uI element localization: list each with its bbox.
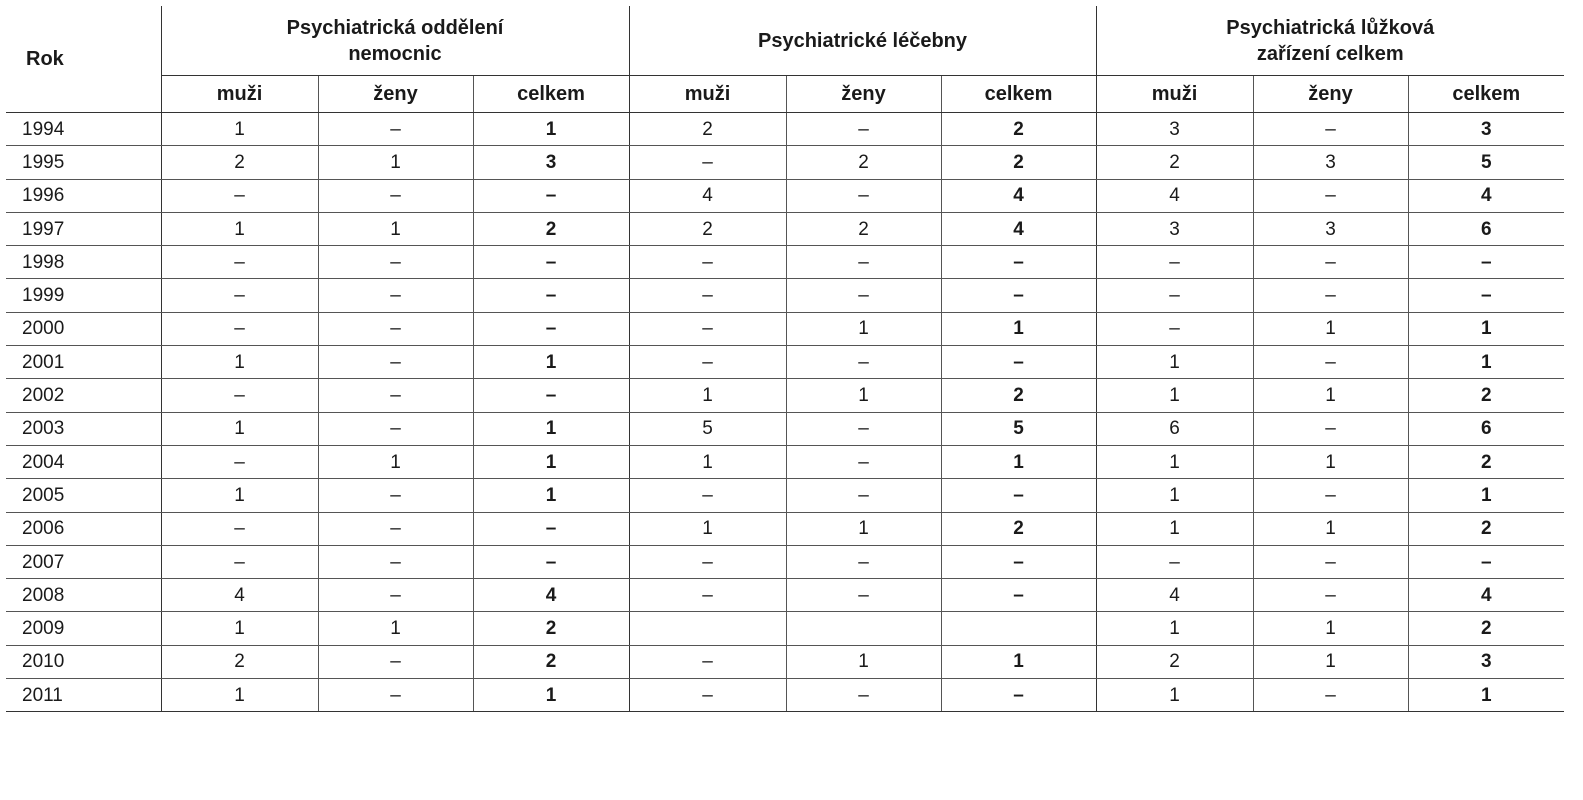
cell-inpatient-total-women: – [1253, 246, 1408, 279]
cell-inpatient-total-total: 4 [1408, 179, 1564, 212]
subheader-men: muži [1096, 76, 1253, 113]
year-cell: 1997 [6, 212, 161, 245]
cell-psychiatric-hospitals-total: 2 [941, 379, 1096, 412]
table-row [6, 279, 1564, 312]
cell-hospital-wards-women: 1 [318, 212, 473, 245]
cell-inpatient-total-women: – [1253, 545, 1408, 578]
cell-hospital-wards-total: 1 [473, 412, 629, 445]
cell-psychiatric-hospitals-women: – [786, 479, 941, 512]
year-cell: 2006 [6, 512, 161, 545]
cell-psychiatric-hospitals-men: – [629, 479, 786, 512]
cell-hospital-wards-men: – [161, 379, 318, 412]
cell-inpatient-total-men: 6 [1096, 412, 1253, 445]
cell-hospital-wards-total: 1 [473, 479, 629, 512]
cell-inpatient-total-women: – [1253, 279, 1408, 312]
cell-inpatient-total-total: 1 [1408, 479, 1564, 512]
cell-hospital-wards-total: 2 [473, 612, 629, 645]
cell-hospital-wards-women: – [318, 679, 473, 712]
cell-psychiatric-hospitals-total: – [941, 246, 1096, 279]
table-row [6, 412, 1564, 445]
cell-inpatient-total-men: – [1096, 545, 1253, 578]
cell-inpatient-total-total: 3 [1408, 113, 1564, 146]
year-cell: 2011 [6, 679, 161, 712]
cell-inpatient-total-total: 2 [1408, 512, 1564, 545]
cell-inpatient-total-women: 1 [1253, 512, 1408, 545]
psychiatric-data-table [6, 6, 1564, 712]
table-row [6, 312, 1564, 345]
cell-hospital-wards-women: – [318, 579, 473, 612]
cell-hospital-wards-total: 2 [473, 212, 629, 245]
cell-psychiatric-hospitals-women: – [786, 246, 941, 279]
table-row [6, 445, 1564, 478]
table-row [6, 579, 1564, 612]
cell-hospital-wards-women: 1 [318, 445, 473, 478]
cell-psychiatric-hospitals-total [941, 612, 1096, 645]
year-cell: 2000 [6, 312, 161, 345]
table-row [6, 545, 1564, 578]
cell-hospital-wards-total: – [473, 246, 629, 279]
cell-inpatient-total-total: – [1408, 545, 1564, 578]
cell-psychiatric-hospitals-men: – [629, 146, 786, 179]
table-row [6, 246, 1564, 279]
cell-inpatient-total-total: 5 [1408, 146, 1564, 179]
cell-psychiatric-hospitals-women: – [786, 346, 941, 379]
table-body [6, 113, 1564, 712]
cell-inpatient-total-men: 4 [1096, 179, 1253, 212]
cell-hospital-wards-total: 4 [473, 579, 629, 612]
cell-psychiatric-hospitals-men: 2 [629, 212, 786, 245]
cell-psychiatric-hospitals-total: – [941, 479, 1096, 512]
table-row [6, 645, 1564, 678]
cell-psychiatric-hospitals-men: – [629, 579, 786, 612]
group-header-hospital-wards-line1: Psychiatrická oddělení [286, 16, 504, 39]
cell-psychiatric-hospitals-total: 4 [941, 212, 1096, 245]
table-row [6, 679, 1564, 712]
cell-psychiatric-hospitals-total: 2 [941, 512, 1096, 545]
year-cell: 1995 [6, 146, 161, 179]
subheader-women: ženy [318, 76, 473, 113]
cell-inpatient-total-men: 1 [1096, 512, 1253, 545]
cell-hospital-wards-women: – [318, 312, 473, 345]
subheader-men: muži [161, 76, 318, 113]
subheader-total: celkem [1408, 76, 1564, 113]
cell-inpatient-total-women: – [1253, 113, 1408, 146]
cell-hospital-wards-men: 1 [161, 412, 318, 445]
table-row [6, 512, 1564, 545]
cell-hospital-wards-women: – [318, 479, 473, 512]
cell-inpatient-total-total: 1 [1408, 312, 1564, 345]
cell-psychiatric-hospitals-men: – [629, 545, 786, 578]
cell-hospital-wards-total: – [473, 312, 629, 345]
year-cell: 1998 [6, 246, 161, 279]
cell-psychiatric-hospitals-men: 2 [629, 113, 786, 146]
cell-inpatient-total-men: – [1096, 246, 1253, 279]
cell-inpatient-total-total: – [1408, 279, 1564, 312]
cell-inpatient-total-men: 1 [1096, 379, 1253, 412]
group-header-inpatient-total-line1: Psychiatrická lůžková [1226, 16, 1435, 39]
year-cell: 2004 [6, 445, 161, 478]
table-row [6, 612, 1564, 645]
cell-psychiatric-hospitals-women: 2 [786, 212, 941, 245]
cell-inpatient-total-men: 3 [1096, 113, 1253, 146]
year-cell: 2002 [6, 379, 161, 412]
year-cell: 2008 [6, 579, 161, 612]
cell-hospital-wards-men: – [161, 279, 318, 312]
cell-psychiatric-hospitals-men [629, 612, 786, 645]
group-header-inpatient-facilities-total [1096, 6, 1564, 76]
group-header-psychiatric-hospitals-line1: Psychiatrické léčebny [757, 29, 967, 52]
table-header [6, 6, 1564, 113]
cell-psychiatric-hospitals-total: – [941, 279, 1096, 312]
cell-hospital-wards-women: – [318, 545, 473, 578]
cell-inpatient-total-women: 1 [1253, 379, 1408, 412]
cell-hospital-wards-men: 2 [161, 645, 318, 678]
cell-psychiatric-hospitals-women: 1 [786, 645, 941, 678]
cell-psychiatric-hospitals-men: – [629, 246, 786, 279]
cell-inpatient-total-women: – [1253, 679, 1408, 712]
cell-psychiatric-hospitals-total: – [941, 346, 1096, 379]
subheader-women: ženy [1253, 76, 1408, 113]
cell-hospital-wards-total: 1 [473, 679, 629, 712]
cell-hospital-wards-men: 1 [161, 212, 318, 245]
cell-hospital-wards-men: – [161, 179, 318, 212]
cell-psychiatric-hospitals-men: – [629, 312, 786, 345]
cell-inpatient-total-total: 2 [1408, 445, 1564, 478]
cell-hospital-wards-women: 1 [318, 612, 473, 645]
cell-hospital-wards-women: – [318, 412, 473, 445]
group-header-hospital-wards [161, 6, 629, 76]
cell-hospital-wards-men: 1 [161, 612, 318, 645]
cell-hospital-wards-men: 1 [161, 679, 318, 712]
cell-hospital-wards-women: 1 [318, 146, 473, 179]
cell-inpatient-total-women: – [1253, 346, 1408, 379]
cell-psychiatric-hospitals-women: 1 [786, 379, 941, 412]
cell-psychiatric-hospitals-women: 2 [786, 146, 941, 179]
cell-inpatient-total-men: 3 [1096, 212, 1253, 245]
cell-psychiatric-hospitals-men: 1 [629, 512, 786, 545]
cell-inpatient-total-women: 3 [1253, 146, 1408, 179]
cell-hospital-wards-men: 2 [161, 146, 318, 179]
cell-hospital-wards-women: – [318, 246, 473, 279]
table-row [6, 179, 1564, 212]
cell-psychiatric-hospitals-women: – [786, 113, 941, 146]
year-cell: 1994 [6, 113, 161, 146]
cell-inpatient-total-men: 1 [1096, 445, 1253, 478]
cell-hospital-wards-total: – [473, 179, 629, 212]
cell-hospital-wards-men: – [161, 246, 318, 279]
table-row [6, 146, 1564, 179]
cell-inpatient-total-women: – [1253, 179, 1408, 212]
cell-hospital-wards-women: – [318, 645, 473, 678]
cell-hospital-wards-men: – [161, 312, 318, 345]
cell-hospital-wards-total: 1 [473, 113, 629, 146]
cell-hospital-wards-total: – [473, 379, 629, 412]
cell-psychiatric-hospitals-total: 5 [941, 412, 1096, 445]
cell-psychiatric-hospitals-men: – [629, 645, 786, 678]
year-column-header: Rok [6, 6, 161, 113]
cell-inpatient-total-total: 6 [1408, 412, 1564, 445]
cell-hospital-wards-women: – [318, 113, 473, 146]
cell-inpatient-total-women: – [1253, 479, 1408, 512]
cell-hospital-wards-total: 2 [473, 645, 629, 678]
cell-psychiatric-hospitals-women: 1 [786, 512, 941, 545]
cell-psychiatric-hospitals-men: 1 [629, 445, 786, 478]
subheader-men: muži [629, 76, 786, 113]
table-row [6, 379, 1564, 412]
cell-inpatient-total-women: 3 [1253, 212, 1408, 245]
cell-inpatient-total-women: 1 [1253, 312, 1408, 345]
cell-hospital-wards-women: – [318, 279, 473, 312]
group-header-hospital-wards-line2: nemocnic [348, 42, 442, 65]
cell-inpatient-total-men: 1 [1096, 346, 1253, 379]
cell-psychiatric-hospitals-total: 4 [941, 179, 1096, 212]
cell-hospital-wards-men: – [161, 545, 318, 578]
cell-hospital-wards-men: 1 [161, 346, 318, 379]
cell-inpatient-total-total: 2 [1408, 612, 1564, 645]
cell-psychiatric-hospitals-men: 5 [629, 412, 786, 445]
cell-psychiatric-hospitals-women: – [786, 545, 941, 578]
cell-hospital-wards-total: 1 [473, 445, 629, 478]
cell-psychiatric-hospitals-women: – [786, 579, 941, 612]
cell-inpatient-total-men: 1 [1096, 479, 1253, 512]
group-header-inpatient-total-line2: zařízení celkem [1256, 42, 1404, 65]
cell-hospital-wards-men: 1 [161, 479, 318, 512]
cell-psychiatric-hospitals-total: 2 [941, 146, 1096, 179]
cell-psychiatric-hospitals-total: – [941, 545, 1096, 578]
year-cell: 1999 [6, 279, 161, 312]
cell-hospital-wards-women: – [318, 179, 473, 212]
cell-inpatient-total-women: 1 [1253, 645, 1408, 678]
cell-hospital-wards-total: 1 [473, 346, 629, 379]
cell-inpatient-total-men: 2 [1096, 146, 1253, 179]
table-row [6, 212, 1564, 245]
cell-inpatient-total-total: 1 [1408, 679, 1564, 712]
cell-psychiatric-hospitals-men: – [629, 279, 786, 312]
cell-psychiatric-hospitals-men: 4 [629, 179, 786, 212]
cell-inpatient-total-women: – [1253, 412, 1408, 445]
cell-inpatient-total-total: 3 [1408, 645, 1564, 678]
cell-inpatient-total-total: 2 [1408, 379, 1564, 412]
subheader-total: celkem [473, 76, 629, 113]
cell-hospital-wards-total: 3 [473, 146, 629, 179]
cell-inpatient-total-total: – [1408, 246, 1564, 279]
year-cell: 2007 [6, 545, 161, 578]
year-cell: 1996 [6, 179, 161, 212]
cell-inpatient-total-men: 1 [1096, 612, 1253, 645]
cell-hospital-wards-men: – [161, 512, 318, 545]
cell-inpatient-total-total: 4 [1408, 579, 1564, 612]
cell-inpatient-total-men: 4 [1096, 579, 1253, 612]
data-table-wrapper [6, 6, 1564, 712]
table-row [6, 479, 1564, 512]
cell-psychiatric-hospitals-total: 2 [941, 113, 1096, 146]
year-cell: 2003 [6, 412, 161, 445]
cell-psychiatric-hospitals-men: – [629, 679, 786, 712]
year-cell: 2005 [6, 479, 161, 512]
subheader-total: celkem [941, 76, 1096, 113]
cell-inpatient-total-women: 1 [1253, 445, 1408, 478]
cell-hospital-wards-men: – [161, 445, 318, 478]
cell-psychiatric-hospitals-total: 1 [941, 312, 1096, 345]
cell-inpatient-total-men: – [1096, 279, 1253, 312]
cell-hospital-wards-women: – [318, 346, 473, 379]
cell-psychiatric-hospitals-women: – [786, 179, 941, 212]
cell-hospital-wards-men: 1 [161, 113, 318, 146]
subheader-women: ženy [786, 76, 941, 113]
cell-hospital-wards-men: 4 [161, 579, 318, 612]
cell-psychiatric-hospitals-total: – [941, 579, 1096, 612]
cell-inpatient-total-women: – [1253, 579, 1408, 612]
cell-psychiatric-hospitals-men: – [629, 346, 786, 379]
cell-psychiatric-hospitals-total: 1 [941, 445, 1096, 478]
cell-psychiatric-hospitals-women: – [786, 279, 941, 312]
cell-inpatient-total-men: – [1096, 312, 1253, 345]
cell-inpatient-total-women: 1 [1253, 612, 1408, 645]
cell-inpatient-total-total: 1 [1408, 346, 1564, 379]
cell-psychiatric-hospitals-women: – [786, 412, 941, 445]
year-cell: 2009 [6, 612, 161, 645]
cell-psychiatric-hospitals-men: 1 [629, 379, 786, 412]
cell-psychiatric-hospitals-women: – [786, 679, 941, 712]
cell-psychiatric-hospitals-women [786, 612, 941, 645]
table-row [6, 113, 1564, 146]
cell-psychiatric-hospitals-total: – [941, 679, 1096, 712]
cell-hospital-wards-women: – [318, 379, 473, 412]
group-header-psychiatric-hospitals [629, 6, 1096, 76]
year-cell: 2001 [6, 346, 161, 379]
cell-psychiatric-hospitals-total: 1 [941, 645, 1096, 678]
cell-inpatient-total-men: 2 [1096, 645, 1253, 678]
cell-hospital-wards-women: – [318, 512, 473, 545]
cell-inpatient-total-total: 6 [1408, 212, 1564, 245]
cell-hospital-wards-total: – [473, 512, 629, 545]
cell-inpatient-total-men: 1 [1096, 679, 1253, 712]
table-row [6, 346, 1564, 379]
cell-hospital-wards-total: – [473, 279, 629, 312]
year-cell: 2010 [6, 645, 161, 678]
cell-psychiatric-hospitals-women: – [786, 445, 941, 478]
cell-hospital-wards-total: – [473, 545, 629, 578]
cell-psychiatric-hospitals-women: 1 [786, 312, 941, 345]
